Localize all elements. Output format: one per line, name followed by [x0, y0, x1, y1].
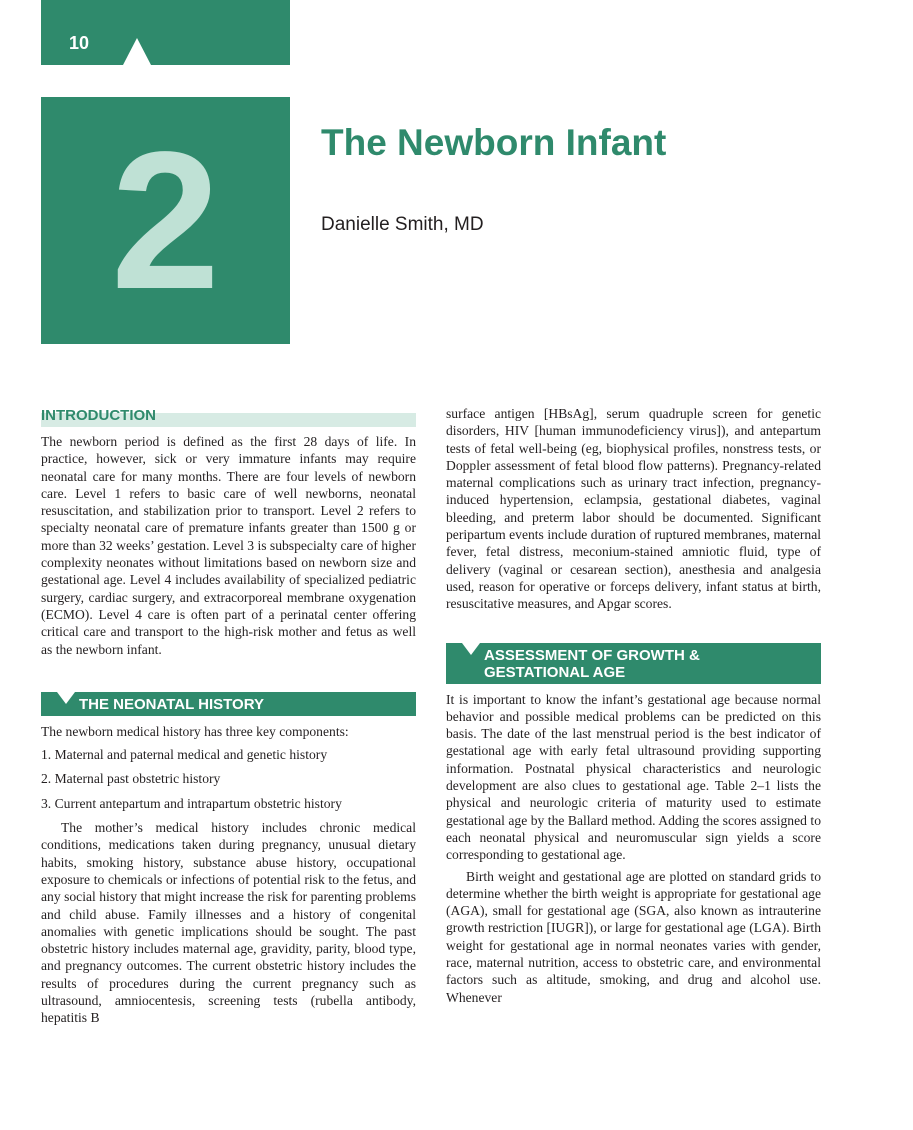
- page-number: 10: [69, 33, 90, 53]
- obstetric-history-paragraph: surface antigen [HBsAg], serum quadruple screen for genetic disorders, HIV [human immunodeficiency virus]), and antepartum tests of fetal well-being (eg, biophysical profiles, nonstress tests, or Doppler assessment of fetal blood flow patterns). Pregnancy-related maternal complications such as urinary tract infection, pregnancy-induced hypertension, eclampsia, gestational diabetes, vaginal bleeding, and preterm labor should be documented. Significant peripartum events include duration of ruptured membranes, maternal fever, fetal distress, meconium-stained amniotic fluid, type of delivery (vaginal or cesarean section), anesthesia and analgesia used, reason for operative or forceps delivery, infant status at birth, resuscitative measures, and Apgar scores.: [446, 406, 821, 612]
- introduction-heading-text: INTRODUCTION: [41, 407, 156, 424]
- chevron-down-icon: [57, 692, 75, 704]
- history-components-list: [41, 746, 416, 812]
- neonatal-history-heading: [41, 692, 416, 716]
- maternal-history-paragraph: The mother’s medical history includes chronic medical conditions, medications taken during pregnancy, unusual dietary habits, smoking history, substance abuse history, occupational exposure to chemicals or infections of potential risk to the fetus, and any social history that might increase the risk for parenting problems and child abuse. Family illnesses and a history of congenital anomalies with genetic implications should be sought. The past obstetric history includes maternal age, gravidity, parity, blood type, and pregnancy outcomes. The current obstetric history includes the results of procedures during the current pregnancy such as ultrasound, amniocentesis, screening tests (rubella antibody, hepatitis B: [41, 820, 416, 1026]
- neonatal-history-intro: The newborn medical history has three key components:: [41, 723, 349, 739]
- list-item: 2. Maternal past obstetric history: [41, 771, 221, 787]
- left-column: [41, 405, 416, 1027]
- chapter-title: The Newborn Infant: [321, 122, 667, 163]
- growth-assessment-heading-text: ASSESSMENT OF GROWTH & GESTATIONAL AGE: [484, 646, 700, 681]
- page-tab-notch: [123, 38, 151, 65]
- chapter-author: Danielle Smith, MD: [321, 214, 484, 235]
- introduction-paragraph: The newborn period is defined as the first 28 days of life. In practice, however, sick or very immature infants may require neonatal care for many months. There are four levels of newborn care. Level 1 refers to basic care of well newborns, neonatal resuscitation, and stabilization prior to transport. Level 2 refers to specialty neonatal care of premature infants greater than 1500 g or more than 32 weeks’ gestation. Level 3 is subspecialty care of higher complexity neonates without limitations based on newborn size and gestational age. Level 4 includes availability of specialized pediatric surgery, cardiac surgery, and extracorporeal membrane oxygenation (ECMO). Level 4 care is often part of a perinatal center offering critical care and transport to the high-risk mother and fetus as well as the newborn infant.: [41, 434, 416, 657]
- page-number-tab: [41, 0, 290, 65]
- introduction-heading: [41, 405, 416, 427]
- chapter-number-box: [41, 97, 290, 344]
- gestational-age-paragraph: It is important to know the infant’s gestational age because normal behavior and possible medical problems can be predicted on this basis. The date of the last menstrual period is the best indicator of gestational age with early fetal ultrasound providing supporting information. Postnatal physical characteristics and neurologic development are also clues to gestational age. Table 2–1 lists the physical and neurologic criteria of maturity used to estimate gestational age by the Ballard method. Adding the scores assigned to each neonatal physical and neuromuscular sign yields a score corresponding to gestational age.: [446, 691, 821, 863]
- list-item: 1. Maternal and paternal medical and genetic history: [41, 747, 328, 763]
- growth-assessment-heading: [446, 643, 821, 684]
- birth-weight-paragraph: Birth weight and gestational age are plotted on standard grids to determine whether the birth weight is appropriate for gestational age (AGA), small for gestational age (SGA, also known as intrauterine growth restriction [IUGR]), or large for gestational age (LGA). Birth weight for gestational age in normal neonates varies with gender, race, maternal nutrition, access to obstetric care, and environmental factors such as altitude, smoking, and drug and alcohol use. Whenever: [446, 868, 821, 1005]
- chevron-down-icon: [462, 643, 480, 655]
- neonatal-history-heading-text: THE NEONATAL HISTORY: [79, 695, 265, 713]
- right-column: [446, 405, 821, 1006]
- list-item: 3. Current antepartum and intrapartum obstetric history: [41, 795, 342, 811]
- chapter-number: 2: [110, 111, 220, 330]
